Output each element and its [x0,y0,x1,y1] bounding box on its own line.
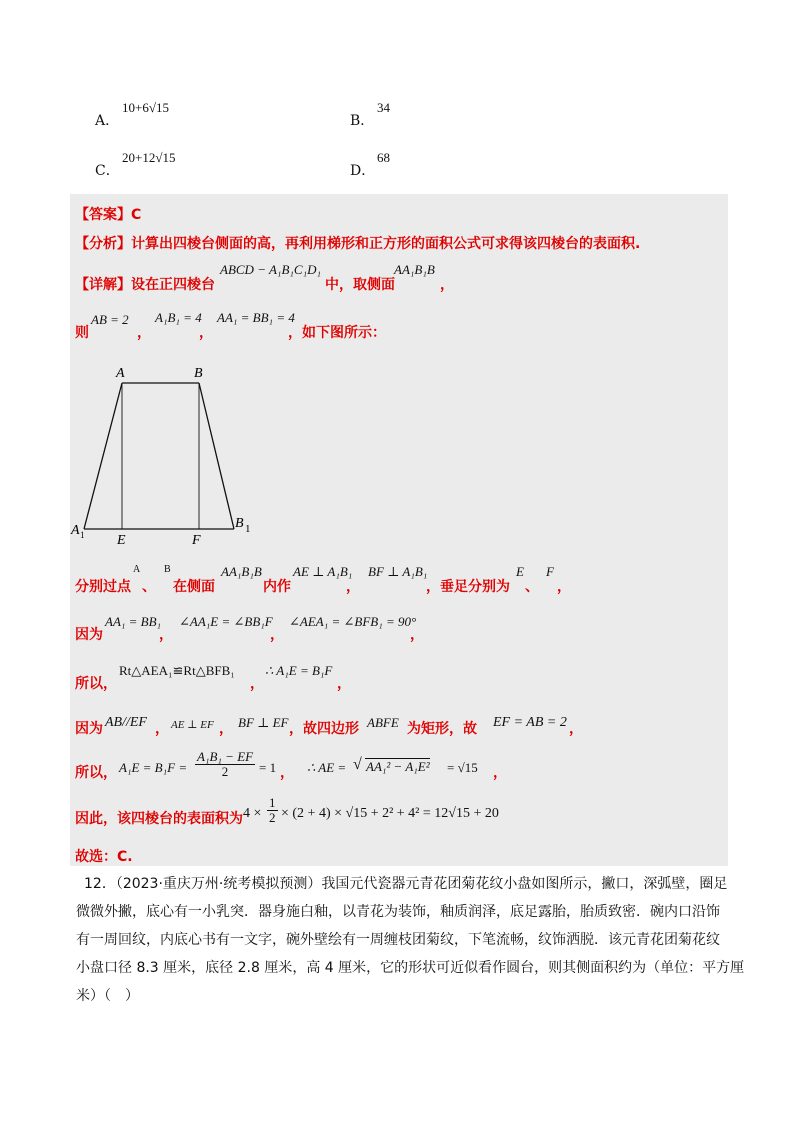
so-2-ae-lhs: ∴ AE = [307,760,347,775]
therefore-eq-post: × (2 + 4) × √15 + 2² + 4² = 12√15 + 20 [281,806,499,821]
answer-value: C [131,207,142,223]
because-line-2 [75,712,725,742]
detail-line [75,262,725,298]
analysis-label: 【分析】 [75,236,131,252]
because-1-eq-a: AA₁ = BB₁ [105,614,162,629]
analysis-text: 计算出四棱台侧面的高，再利用梯形和正方形的面积公式可求得该四棱台的表面积. [131,236,641,252]
therefore-numerator: 1 [269,795,276,810]
given-prefix: 则 [75,325,89,341]
so-line-2 [75,748,725,788]
given-suffix: ，如下图所示： [288,325,386,341]
detail-label: 【详解】 [75,277,131,293]
therefore-fraction [267,796,278,825]
so-2-radicand: AA₁² − A₁E² [366,759,430,774]
option-b-expr: 34 [377,100,390,115]
perp-point-a: A [133,564,141,575]
question-12-line-5: 米）（ ） [76,988,139,1004]
detail-side-face: AA₁B₁B [394,262,435,277]
choose-text: 故选：C. [75,849,133,865]
solution-panel [70,194,728,866]
therefore-line [75,794,725,838]
because-1-comma-b: ， [270,627,284,643]
because-2-bf-perp: BF ⊥ EF [238,715,289,730]
given-ab: AB = 2 [91,312,129,327]
figure-label-b1: B [235,516,244,531]
so-2-label: 所以， [75,765,117,781]
perp-bf: BF ⊥ A₁B₁ [368,564,428,579]
option-c-expr: 20+12√15 [122,150,176,165]
because-1-comma-c: ， [410,627,424,643]
option-d [350,150,600,180]
perp-e: E [516,564,524,579]
because-line-1 [75,612,725,642]
question-12-line-4: 小盘口径 8.3 厘米，底径 2.8 厘米，高 4 厘米，它的形状可近似看作圆台，则其侧面积约为（单位：平方厘 [76,960,745,976]
because-1-eq-c: ∠AEA₁ = ∠BFB₁ = 90° [289,614,417,629]
perp-text-1: 分别过点 [75,579,131,595]
therefore-text: 因此，该四棱台的表面积为 [75,811,243,827]
so-2-ae-rhs: = √15 [447,760,478,775]
given-a1b1: A₁B₁ = 4 [155,310,202,325]
question-12-line-2: 微微外撇，底心有一小乳突．器身施白釉，以青花为装饰，釉质润泽，底足露胎，胎质致密．碗内口沿饰 [76,904,720,920]
because-2-text: ，故四边形 [289,721,359,737]
perp-sep: 、 [142,579,156,595]
because-2-ef: EF = AB = 2 [493,715,567,730]
analysis-line [75,233,640,253]
option-d-expr: 68 [377,150,390,165]
figure-label-a: A [116,366,125,381]
so-2-fraction [195,750,255,779]
figure-label-b: B [194,366,203,381]
option-b [350,100,600,130]
figure-label-b1-sub: 1 [245,523,251,535]
because-2-comma-c: ， [569,721,583,737]
so-1-comma: ， [250,676,264,692]
because-2-label: 因为 [75,721,103,737]
detail-intro: 设在正四棱台 [131,277,215,293]
detail-frustum: ABCD − A₁B₁C₁D₁ [220,262,321,277]
detail-mid: 中，取侧面 [325,277,395,293]
option-c-letter: C． [95,163,120,179]
perp-text-2: 在侧面 [173,579,215,595]
because-2-parallel: AB//EF [105,715,147,730]
so-1-label: 所以， [75,676,117,692]
so-2-rhs: = 1 [259,760,277,775]
answer-line [75,204,141,224]
question-12-number: 12． [84,876,116,892]
figure-edge-aa1 [84,383,122,529]
so-1-eq: ∴ A₁E = B₁F [265,663,333,678]
perp-ae: AE ⊥ A₁B₁ [293,564,353,579]
so-1-comma-2: ， [337,676,351,692]
perp-f: F [546,564,554,579]
given-line [75,310,725,344]
choose-line [75,846,133,866]
detail-comma: ， [440,277,454,293]
option-a-letter: A． [95,113,120,129]
perp-text-3: 内作 [263,579,291,595]
because-2-ae-perp: AE ⊥ EF [171,719,214,731]
trapezoid-figure [70,364,270,544]
therefore-denominator: 2 [269,810,276,825]
perp-line [75,564,725,594]
because-2-rect: ABFE [367,715,399,730]
because-2-comma-b: ， [219,721,233,737]
because-1-label: 因为 [75,627,103,643]
so-2-sqrt-sign: √ [353,756,362,773]
given-aa1: AA₁ = BB₁ = 4 [217,310,295,325]
so-2-lhs: A₁E = B₁F = [119,760,188,775]
figure-label-a1-sub: 1 [80,530,85,540]
because-2-text-b: 为矩形，故 [407,721,477,737]
figure-label-f: F [192,533,201,544]
because-1-comma-a: ， [159,627,173,643]
perp-face: AA₁B₁B [221,564,262,579]
given-comma-2: ， [199,325,213,341]
option-c [95,150,345,180]
perp-point-b: B [164,564,171,575]
so-2-comma-2: ， [493,765,507,781]
question-12 [76,870,745,1010]
figure-edge-bb1 [199,383,234,529]
perp-sep-2: 、 [525,579,539,595]
because-1-eq-b: ∠AA₁E = ∠BB₁F [179,614,273,629]
question-12-text-1: 我国元代瓷器元青花团菊花纹小盘如图所示，撇口，深弧壁，圈足 [321,876,728,892]
option-a-expr: 10+6√15 [122,100,169,115]
figure-label-e: E [117,533,126,544]
question-12-line-3: 有一周回纹，内底心书有一文字，碗外壁绘有一周缠枝团菊纹，下笔流畅，纹饰洒脱．该元青花团菊花纹 [76,932,720,948]
perp-comma-2: ， [557,579,571,595]
given-comma-1: ， [137,325,151,341]
because-2-comma-a: ， [155,721,169,737]
answer-label: 【答案】 [75,207,131,223]
option-b-letter: B． [350,113,375,129]
option-a [95,100,345,130]
option-d-letter: D． [350,163,376,179]
perp-text-4: ，垂足分别为 [426,579,510,595]
so-2-denominator: 2 [221,764,229,779]
so-2-comma: ， [280,765,294,781]
therefore-eq-pre: 4 × [243,806,262,821]
so-1-congruence: Rt△AEA₁≌Rt△BFB₁ [119,663,235,678]
question-12-source: （2023·重庆万州·统考模拟预测） [115,876,322,892]
figure-label-a1: A [71,523,80,538]
perp-comma: ， [346,579,360,595]
so-2-numerator: A₁B₁ − EF [197,749,254,764]
so-line-1 [75,659,725,691]
question-12-line-1 [76,870,736,898]
